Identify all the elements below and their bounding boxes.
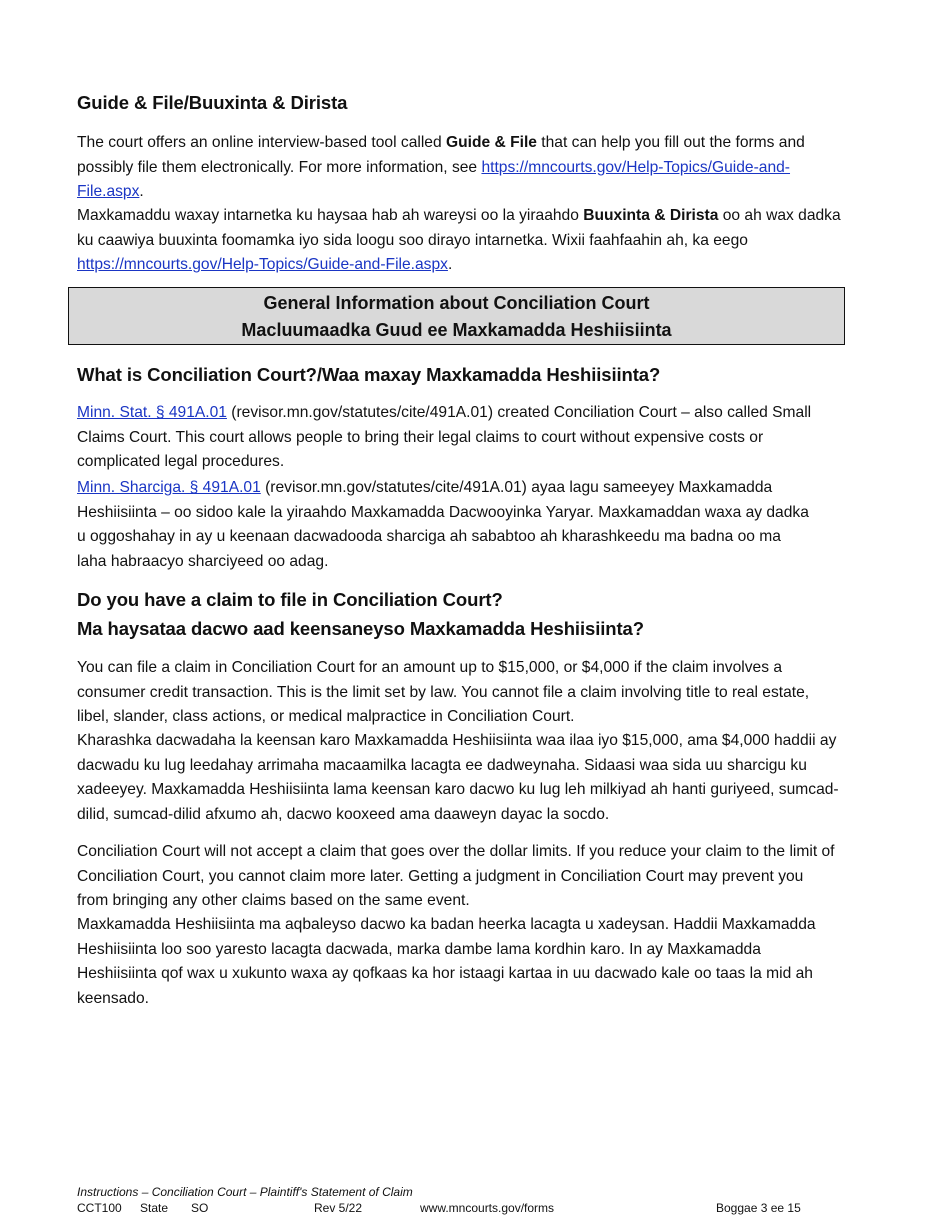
footer-revision: Rev 5/22 [314, 1201, 363, 1215]
what-is-so-text: (revisor.mn.gov/statutes/cite/491A.01) ayaa lagu sameeyey Maxkamadda Heshiisiinta – oo sidoo kale la yiraahdo Maxkamadda Dacwooyinka Yaryar. Maxkamaddan waxa ay dadka u oggoshahay in ay u keenaan dacwadooda sharciga ah sababtoo ah kharashkeedu ma badna oo ma laha habraacyo sharciyeed oo adag. [77, 479, 809, 570]
guide-en-text-3: . [139, 183, 144, 200]
claim-heading-so: Ma haysataa dacwo aad keensaneyso Maxkamadda Heshiisiinta? [77, 618, 644, 639]
page-footer [77, 1184, 857, 1216]
footer-form-code: CCT100 [77, 1201, 122, 1215]
footer-state: State [140, 1201, 169, 1215]
guide-so-text-2: oo ah wax dadka ku caawiya buuxinta foomamka iyo sida loogu soo dirayo intarnetka. Wixii faahfaahin ah, ka eego [77, 207, 841, 249]
footer-language: SO [191, 1201, 209, 1215]
guide-paragraph-so [77, 204, 842, 278]
what-is-heading: What is Conciliation Court?/Waa maxay Maxkamadda Heshiisiinta? [77, 364, 661, 385]
what-is-paragraph-en [77, 401, 822, 475]
minn-stat-link[interactable]: Minn. Stat. § 491A.01 [77, 404, 227, 421]
guide-paragraph-en [77, 131, 837, 205]
guide-so-bold: Buuxinta & Dirista [583, 207, 719, 224]
guide-heading: Guide & File/Buuxinta & Dirista [77, 92, 348, 113]
footer-title: Instructions – Conciliation Court – Plaintiff's Statement of Claim [77, 1185, 413, 1199]
general-info-title-en: General Information about Conciliation Court [263, 293, 650, 313]
claim-paragraph-2-so: Maxkamadda Heshiisiinta ma aqbaleyso dacwo ka badan heerka lacagta u xadeysan. Haddii Maxkamadda Heshiisiinta loo soo yaresto lacagta dacwada, marka dambe lama kordhin karo. In ay Maxkamadda Heshiisiinta qof wax u xukunto waxa ay qofkaas ka hor istaagi kartaa in uu dacwado kale oo taas la mid ah keensado. [77, 916, 816, 1007]
footer-url: www.mncourts.gov/forms [420, 1201, 555, 1215]
guide-en-bold: Guide & File [445, 134, 537, 151]
general-info-box [68, 287, 845, 345]
guide-so-text-3: . [447, 256, 453, 273]
guide-en-text-2: that can help you fill out the forms and possibly file them electronically. For more information, see [77, 134, 805, 176]
guide-en-link[interactable]: https://mncourts.gov/Help-Topics/Guide-and-File.aspx [77, 158, 791, 200]
guide-so-link[interactable]: https://mncourts.gov/Help-Topics/Guide-and-File.aspx [77, 256, 448, 273]
claim-heading-en: Do you have a claim to file in Conciliation Court? [77, 589, 503, 610]
guide-en-text-1: The court offers an online interview-based tool called [77, 134, 446, 151]
general-info-title-so: Macluumaadka Guud ee Maxkamadda Heshiisiinta [241, 320, 672, 340]
claim-paragraph-1-en: You can file a claim in Conciliation Court for an amount up to $15,000, or $4,000 if the claim involves a consumer credit transaction. This is the limit set by law. You cannot file a claim involving title to real estate, libel, slander, class actions, or medical malpractice in Conciliation Court. [77, 659, 810, 725]
guide-so-text-1: Maxkamaddu waxay intarnetka ku haysaa hab ah wareysi oo la yiraahdo [77, 207, 584, 224]
what-is-en-text: (revisor.mn.gov/statutes/cite/491A.01) created Conciliation Court – also called Small Claims Court. This court allows people to bring their legal claims to court without expensive costs or complicated legal procedures. [77, 404, 812, 470]
footer-meta-row [77, 1200, 857, 1216]
what-is-paragraph-so [77, 476, 812, 574]
claim-paragraph-1-so: Kharashka dacwadaha la keensan karo Maxkamadda Heshiisiinta waa ilaa iyo $15,000, ama $4,000 haddii ay dacwadu ku lug leedahay arrimaha macaamilka lacagta ee dadweynaha. Sidaasi waa sida uu sharcigu ku xadeeyey. Maxkamadda Heshiisiinta lama keensan karo dacwo ku lug leh milkiyad ah hanti guriyeed, sumcad-dilid, sumcad-dilid afxumo ah, dacwo kooxeed ama daaweyn dayac la socdo. [77, 732, 839, 823]
footer-page-number: Boggae 3 ee 15 [716, 1201, 801, 1215]
minn-sharciga-link[interactable]: Minn. Sharciga. § 491A.01 [77, 479, 261, 496]
claim-paragraph-2-en: Conciliation Court will not accept a claim that goes over the dollar limits. If you reduce your claim to the limit of Conciliation Court, you cannot claim more later. Getting a judgment in Conciliation Court may prevent you from bringing any other claims based on the same event. [77, 843, 835, 909]
